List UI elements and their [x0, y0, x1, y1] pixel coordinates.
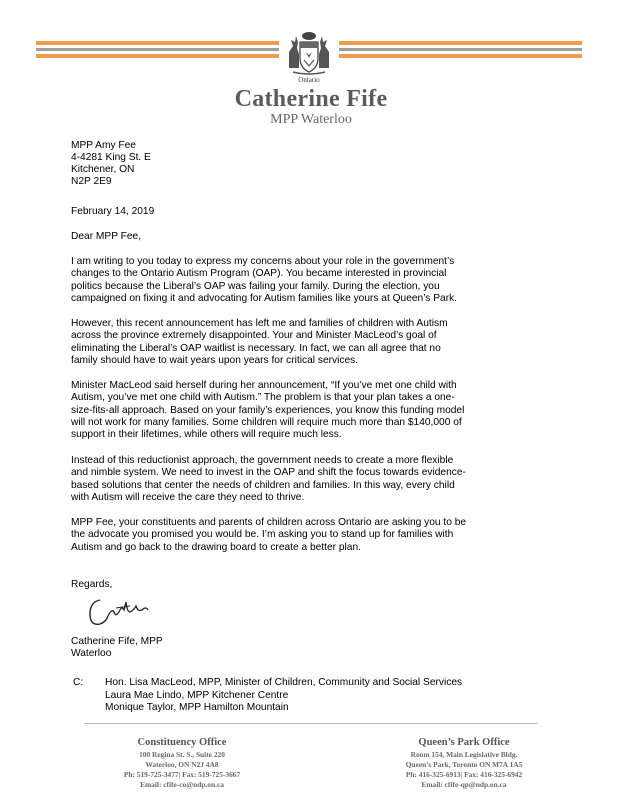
paragraph-line: with Autism will receive the care they need to thrive.: [71, 491, 305, 503]
paragraph-line: eliminating the Liberal’s OAP waitlist is necessary. In fact, we can all agree that no: [71, 342, 441, 354]
paragraph-line: politics because the Liberal’s OAP was failing your family. During the election, you: [71, 280, 440, 292]
letter-date: February 14, 2019: [71, 206, 155, 217]
paragraph-line: I am writing to you today to express my concerns about your role in the government’s: [71, 256, 455, 267]
office-email-line: Email: cfife-co@ndp.on.ca: [140, 780, 224, 789]
paragraph-line: MPP Fee, your constituents and parents of children across Ontario are asking you to be: [71, 517, 467, 528]
cc-recipient: Monique Taylor, MPP Hamilton Mountain: [105, 702, 289, 713]
office-address-line: Waterloo, ON N2J 4A8: [145, 760, 219, 769]
office-address-line: Room 154, Main Legislative Bldg.: [410, 750, 518, 759]
cc-recipient: Laura Mae Lindo, MPP Kitchener Centre: [105, 689, 289, 701]
paragraph-line: Autism, you’ve met one child with Autism.” The problem is that your plan takes a one-: [71, 392, 455, 404]
handwritten-signature-icon: [86, 594, 156, 630]
office-heading: Constituency Office: [137, 737, 227, 748]
paragraph-line: campaigned on fixing it and advocating for Autism families like yours at Queen’s Park.: [71, 292, 458, 304]
salutation: Dear MPP Fee,: [71, 231, 142, 242]
closing: Regards,: [71, 579, 113, 590]
constituency-office: [82, 737, 282, 790]
body-paragraph: [71, 318, 541, 367]
paragraph-line: Minister MacLeod said herself during her announcement, “If you’ve met one child with: [71, 380, 457, 391]
recipient-city: Kitchener, ON: [71, 164, 135, 175]
cc-list: [105, 677, 462, 715]
cc-recipient: Hon. Lisa MacLeod, MPP, Minister of Children, Community and Social Services: [105, 677, 463, 688]
signer-name: Catherine Fife, MPP: [71, 636, 163, 647]
recipient-postal-code: N2P 2E9: [71, 176, 112, 187]
signer-riding: Waterloo: [71, 648, 112, 659]
crest-caption: Ontario: [298, 76, 320, 84]
paragraph-line: and nimble system. We need to invest in the OAP and shift the focus towards evidence-: [71, 467, 466, 479]
paragraph-line: Autism and go back to the drawing board to create a better plan.: [71, 541, 361, 553]
paragraph-line: based solutions that center the needs of children and families. In this way, every child: [71, 479, 455, 491]
paragraph-line: changes to the Ontario Autism Program (OAP). You became interested in provincial: [71, 268, 447, 280]
footer-divider: [84, 723, 538, 724]
paragraph-line: the advocate you promised you would be. I’m asking you to stand up for families with: [71, 529, 454, 541]
body-paragraph: [71, 380, 541, 441]
paragraph-line: family should have to wait years upon years for critical services.: [71, 354, 359, 366]
office-email-line: Email: cfife-qp@ndp.on.ca: [421, 780, 507, 789]
paragraph-line: support in their lifetimes, while others will require much less.: [71, 429, 342, 441]
paragraph-line: size-fits-all approach. Based on your family’s experiences, you know this funding model: [71, 404, 465, 416]
body-paragraph: [71, 455, 541, 504]
office-phone-line: Ph: 519-725-3477| Fax: 519-725-3667: [123, 770, 241, 779]
recipient-street: 4-4281 King St. E: [71, 152, 151, 163]
letterhead-title: MPP Waterloo: [270, 112, 352, 127]
paragraph-line: However, this recent announcement has left me and families of children with Autism: [71, 318, 448, 329]
body-paragraph: [71, 256, 541, 305]
office-heading: Queen’s Park Office: [418, 737, 510, 748]
cc-label: C:: [73, 677, 84, 688]
body-paragraph: [71, 517, 541, 554]
queens-park-office: [364, 737, 564, 790]
paragraph-line: will not work for many families. Some children will require much more than $140,000 of: [71, 416, 462, 428]
office-phone-line: Ph: 416-325-6913| Fax: 416-325-6942: [405, 770, 523, 779]
paragraph-line: Instead of this reductionist approach, the government needs to create a more flexible: [71, 455, 454, 466]
office-address-line: 100 Regina St. S., Suite 220: [139, 750, 225, 759]
letterhead-name: Catherine Fife: [234, 86, 388, 112]
office-address-line: Queen’s Park, Toronto ON M7A 1A5: [405, 760, 523, 769]
paragraph-line: across the province extremely disappointed. Your and Minister MacLeod’s goal of: [71, 330, 437, 342]
recipient-name: MPP Amy Fee: [71, 140, 136, 151]
